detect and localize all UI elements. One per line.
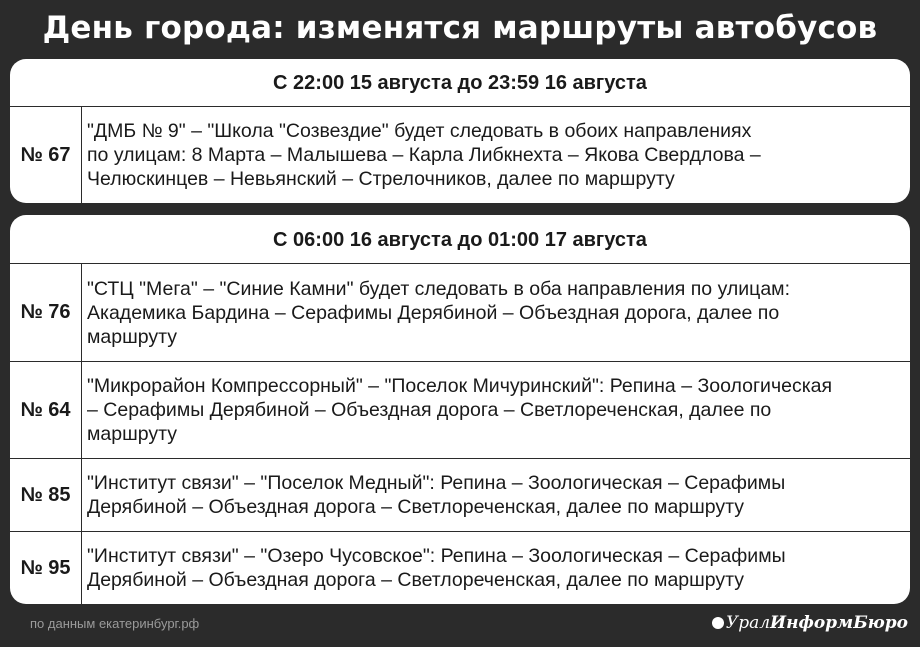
route-description: [82, 459, 910, 531]
schedule-block-1: [10, 59, 910, 203]
route-description-line: "СТЦ "Мега" – "Синие Камни" будет следовать в оба направления по улицам:: [87, 277, 790, 300]
route-description-line: "Институт связи" – "Поселок Медный": Репина – Зоологическая – Серафимы: [87, 472, 786, 494]
route-description-line: Академика Бардина – Серафимы Дерябиной – Объездная дорога, далее по: [87, 301, 780, 324]
route-row-95: [10, 531, 910, 604]
route-row-64: [10, 361, 910, 458]
route-row-76: [10, 264, 910, 361]
route-description: [82, 264, 910, 361]
route-description-line: Дерябиной – Объездная дорога – Светлореченская, далее по маршруту: [87, 496, 745, 518]
period-header-2: С 06:00 16 августа до 01:00 17 августа: [10, 215, 910, 264]
route-description: [82, 107, 910, 203]
route-number: № 67: [10, 107, 82, 203]
logo-dot-icon: [712, 617, 724, 629]
period-header-1: С 22:00 15 августа до 23:59 16 августа: [10, 59, 910, 107]
route-description: [82, 532, 910, 604]
route-description: [82, 362, 910, 458]
route-number: № 95: [10, 532, 82, 604]
route-description-line: "ДМБ № 9" – "Школа "Созвездие" будет следовать в обоих направлениях: [87, 120, 752, 142]
page-title: День города: изменятся маршруты автобусов: [42, 10, 878, 46]
brand-logo: [712, 613, 908, 633]
schedule-block-2: [10, 215, 910, 604]
route-description-line: Дерябиной – Объездная дорога – Светлореченская, далее по маршруту: [87, 569, 745, 591]
route-description-line: маршруту: [87, 325, 178, 348]
route-row-85: [10, 458, 910, 531]
route-description-line: – Серафимы Дерябиной – Объездная дорога – Светлореченская, далее по: [87, 399, 772, 421]
route-description-line: "Институт связи" – "Озеро Чусовское": Репина – Зоологическая – Серафимы: [87, 545, 786, 567]
logo-text-part2: ИнформБюро: [770, 613, 908, 633]
route-number: № 76: [10, 264, 82, 361]
route-description-line: по улицам: 8 Марта – Малышева – Карла Либкнехта – Якова Свердлова –: [87, 144, 761, 166]
route-number: № 64: [10, 362, 82, 458]
route-description-line: Челюскинцев – Невьянский – Стрелочников, далее по маршруту: [87, 168, 675, 190]
route-description-line: маршруту: [87, 423, 178, 445]
route-row-67: [10, 107, 910, 203]
logo-text-part1: Урал: [725, 613, 771, 633]
route-number: № 85: [10, 459, 82, 531]
source-caption: по данным екатеринбург.рф: [30, 616, 200, 631]
route-description-line: "Микрорайон Компрессорный" – "Поселок Мичуринский": Репина – Зоологическая: [87, 375, 833, 397]
